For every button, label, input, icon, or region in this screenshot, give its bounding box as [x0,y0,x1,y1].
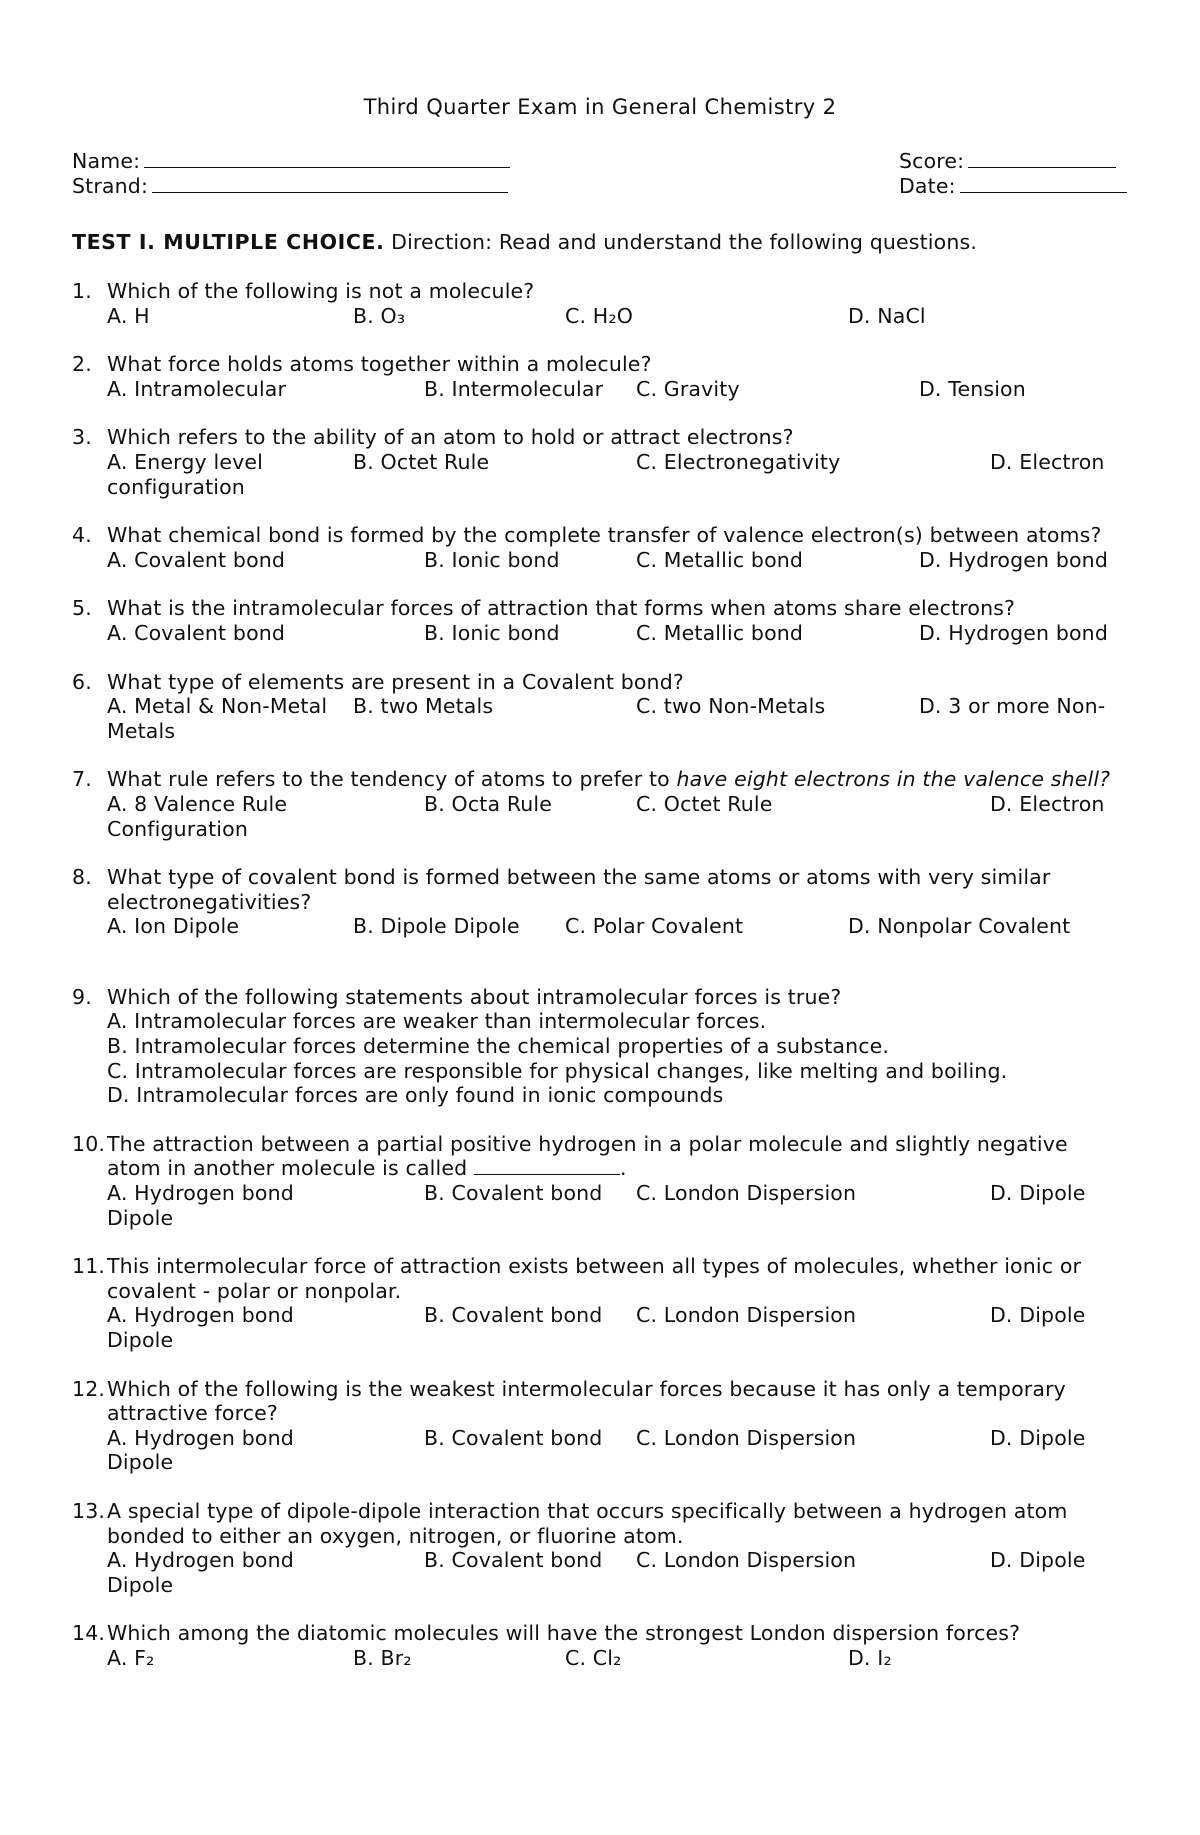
question-item [72,985,1128,1108]
question-number: 7. [72,767,92,792]
question-stem: Which refers to the ability of an atom to hold or attract electrons? [107,425,794,450]
choice-b[interactable]: B. Octa Rule [424,791,553,816]
choice-a[interactable]: A. Intramolecular forces are weaker than intermolecular forces. [107,1009,767,1034]
choice-b[interactable]: B. Intermolecular [424,376,604,401]
question-number: 6. [72,669,92,694]
choice-a[interactable]: A. Intramolecular [107,376,287,401]
student-info-fields [72,148,1128,200]
strand-blank-line[interactable] [152,173,508,193]
question-number: 4. [72,523,92,548]
answer-choices [72,621,1128,646]
question-stem [72,1132,1128,1181]
choice-c[interactable]: C. Cl₂ [565,1645,622,1670]
question-stem: A special type of dipole-dipole interaction that occurs specifically between a hydrogen atom bonded to either an oxygen, nitrogen, or fluorine atom. [107,1498,1068,1548]
fill-in-blank[interactable] [474,1156,620,1175]
choice-c[interactable]: C. two Non-Metals [636,694,826,719]
answer-choices [72,694,1128,719]
test-heading [72,230,1128,255]
name-label: Name: [72,149,141,173]
question-number: 8. [72,865,92,890]
question-number: 1. [72,279,92,303]
question-item [72,523,1128,572]
question-stem-end: ? [1099,767,1111,792]
choice-b[interactable]: B. Covalent bond [424,1303,603,1328]
choice-b[interactable]: B. O₃ [353,303,406,328]
choice-a[interactable]: A. Hydrogen bond [107,1425,294,1450]
date-blank-line[interactable] [960,173,1127,193]
choice-c[interactable]: C. Octet Rule [636,791,773,816]
name-blank-line[interactable] [144,148,510,168]
choice-a[interactable]: A. Metal & Non-Metal [107,694,328,719]
choice-c[interactable]: C. Metallic bond [636,547,804,572]
answer-choices [72,1646,1128,1671]
choice-a[interactable]: A. F₂ [107,1645,155,1670]
answer-choices [72,1181,1128,1206]
choice-c[interactable]: C. Electronegativity [636,449,841,474]
question-item [72,865,1128,939]
answer-choices [72,377,1128,402]
choice-d[interactable]: D. 3 or more Non- [919,694,1106,719]
choice-d[interactable]: D. Nonpolar Covalent [848,914,1071,939]
question-item [72,1377,1128,1475]
question-number: 2. [72,352,92,377]
question-number: 12. [72,1376,106,1401]
question-stem: Which of the following statements about intramolecular forces is true? [107,984,842,1009]
choice-a[interactable]: A. Hydrogen bond [107,1303,294,1328]
question-item [72,279,1128,328]
choice-c[interactable]: C. London Dispersion [636,1181,857,1206]
choice-b[interactable]: B. Octet Rule [353,449,490,474]
strand-label: Strand: [72,174,149,198]
question-stem-end: . [619,1156,627,1181]
answer-choices [72,914,1128,939]
choice-c[interactable]: C. Polar Covalent [565,914,744,939]
choice-d[interactable]: D. I₂ [848,1645,892,1670]
choice-b[interactable]: B. Covalent bond [424,1181,603,1206]
choice-b[interactable]: B. Ionic bond [424,547,560,572]
question-stem: Which of the following is the weakest intermolecular forces because it has only a temporary attractive force? [107,1376,1066,1426]
choice-b[interactable]: B. Intramolecular forces determine the chemical properties of a substance. [107,1034,890,1059]
choice-c[interactable]: C. Intramolecular forces are responsible for physical changes, like melting and boiling. [107,1058,1008,1083]
test-title: TEST I. MULTIPLE CHOICE. [72,230,385,254]
choice-c[interactable]: C. Gravity [636,376,740,401]
choice-d-continuation: Dipole [107,1205,174,1230]
choice-d[interactable]: D. Tension [919,376,1026,401]
question-stem: What force holds atoms together within a molecule? [107,352,652,377]
exam-title: Third Quarter Exam in General Chemistry 2 [363,95,837,119]
answer-choices [72,792,1128,817]
answer-choices [72,1303,1128,1328]
question-stem-text: The attraction between a partial positive hydrogen in a polar molecule and slightly negative atom in another molecule is called [107,1131,1068,1181]
choice-b[interactable]: B. Ionic bond [424,620,560,645]
date-field[interactable] [899,173,1127,197]
answer-choices [72,1426,1128,1451]
choice-a[interactable]: A. Hydrogen bond [107,1181,294,1206]
strand-field[interactable] [72,173,508,197]
answer-choices [72,1548,1128,1573]
choice-d[interactable]: D. NaCl [848,303,926,328]
choice-d-continuation: configuration [107,474,245,499]
choice-a[interactable]: A. Ion Dipole [107,914,240,939]
question-number: 14. [72,1621,106,1646]
choice-d[interactable]: D. Electron [990,449,1105,474]
question-item [72,425,1128,499]
choice-b[interactable]: B. Covalent bond [424,1425,603,1450]
question-number: 3. [72,425,92,450]
choice-a[interactable]: A. 8 Valence Rule [107,791,288,816]
choice-b[interactable]: B. Covalent bond [424,1548,603,1573]
choice-d[interactable]: D. Hydrogen bond [919,620,1108,645]
name-field[interactable] [72,148,510,172]
choice-d-continuation: Dipole [107,1572,174,1597]
choice-d[interactable]: D. Dipole [990,1181,1086,1206]
question-stem: Which of the following is not a molecule? [107,279,535,303]
answer-choices [72,548,1128,573]
question-number: 5. [72,596,92,621]
choice-a[interactable]: A. H [107,303,150,328]
question-item [72,1132,1128,1230]
score-label: Score: [899,149,965,173]
choice-d-continuation: Dipole [107,1450,174,1475]
question-stem: Which among the diatomic molecules will have the strongest London dispersion forces? [107,1621,1021,1646]
score-field[interactable] [899,148,1116,172]
answer-choices [72,304,1128,329]
choice-d[interactable]: D. Intramolecular forces are only found in ionic compounds [107,1083,724,1108]
choice-a[interactable]: A. Energy level [107,449,263,474]
choice-c[interactable]: C. London Dispersion [636,1548,857,1573]
question-item [72,596,1128,645]
choice-b[interactable]: B. two Metals [353,694,494,719]
choice-a[interactable]: A. Covalent bond [107,547,286,572]
question-item [72,1499,1128,1597]
question-item [72,1621,1128,1670]
question-number: 13. [72,1498,106,1523]
question-stem [72,767,1128,792]
choice-d[interactable]: D. Dipole [990,1548,1086,1573]
answer-choices [72,1009,1128,1107]
question-number: 9. [72,984,92,1009]
choice-c[interactable]: C. H₂O [565,303,634,328]
question-stem: What is the intramolecular forces of attraction that forms when atoms share electrons? [107,596,1016,621]
choice-d-continuation: Metals [107,718,176,743]
choice-d[interactable]: D. Hydrogen bond [919,547,1108,572]
test-direction: Direction: Read and understand the following questions. [384,230,977,254]
choice-d[interactable]: D. Electron [990,791,1105,816]
choice-d[interactable]: D. Dipole [990,1425,1086,1450]
question-item [72,1254,1128,1352]
choice-d[interactable]: D. Dipole [990,1303,1086,1328]
choice-c[interactable]: C. London Dispersion [636,1425,857,1450]
question-stem: What type of covalent bond is formed between the same atoms or atoms with very similar electronegativities? [107,865,1051,914]
choice-d-continuation: Configuration [107,816,248,841]
choice-a[interactable]: A. Hydrogen bond [107,1548,294,1573]
choice-c[interactable]: C. Metallic bond [636,620,804,645]
question-stem: What chemical bond is formed by the complete transfer of valence electron(s) between atoms? [107,523,1102,548]
question-stem-text: What rule refers to the tendency of atoms to prefer to [107,767,677,792]
question-number: 10. [72,1131,106,1156]
choice-b[interactable]: B. Br₂ [353,1645,412,1670]
question-stem-emphasis: have eight electrons in the valence shell [676,767,1100,792]
question-stem: This intermolecular force of attraction exists between all types of molecules, whether ionic or covalent - polar or nonpolar. [107,1254,1082,1303]
question-item [72,767,1128,841]
question-item [72,352,1128,401]
choice-d-continuation: Dipole [107,1328,174,1352]
score-blank-line[interactable] [968,148,1116,168]
answer-choices [72,450,1128,475]
date-label: Date: [899,174,956,198]
choice-c[interactable]: C. London Dispersion [636,1303,857,1328]
question-item [72,670,1128,744]
choice-a[interactable]: A. Covalent bond [107,620,286,645]
choice-b[interactable]: B. Dipole Dipole [353,914,520,939]
question-stem: What type of elements are present in a Covalent bond? [107,669,684,694]
question-number: 11. [72,1254,106,1279]
